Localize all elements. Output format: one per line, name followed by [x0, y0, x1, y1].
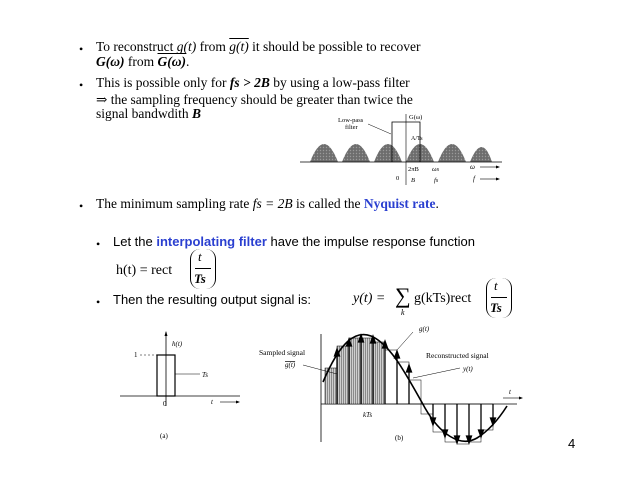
fig-a-label-zero: 0: [163, 400, 167, 408]
lowpass-label-1: Low-pass: [338, 117, 364, 124]
spectrum-bump: [374, 144, 402, 162]
tick-fs: fs: [434, 177, 439, 184]
h-frac-den: Ts: [194, 271, 206, 286]
tick-B: B: [411, 177, 415, 184]
gbar-omega-label: G(ω): [409, 114, 423, 121]
fig-a-vertical-arrowhead: [165, 331, 168, 336]
tick-2piB: 2πB: [408, 166, 419, 173]
y-frac-bar: [491, 297, 507, 298]
tick-omega-s: ωs: [432, 166, 440, 173]
fig-a-t-arrowhead: [236, 401, 240, 404]
axis-f: f: [473, 175, 475, 183]
y-frac-num: t: [494, 278, 498, 293]
reconstructed-signal-label: Reconstructed signal: [426, 351, 489, 360]
bullet-dot: •: [79, 199, 84, 213]
h-frac-num: t: [198, 249, 202, 264]
fig-b-kTs: kTs: [363, 411, 373, 419]
figure-b: [255, 322, 530, 452]
sample-arrowhead: [407, 365, 412, 372]
spectrum-bump: [470, 147, 492, 162]
sampled-signal-label: Sampled signal: [259, 348, 306, 357]
height-label: A/Ts: [411, 136, 423, 142]
sum-symbol: ∑: [395, 283, 411, 308]
fig-a-axis-t: t: [211, 398, 213, 406]
pulse-rect: [349, 338, 361, 404]
sample-arrowhead: [359, 335, 364, 342]
fig-b-axis-t: t: [509, 388, 511, 396]
h-frac-bar: [195, 268, 211, 269]
fig-a-label-h: h(t): [172, 340, 183, 348]
spectrum-figure: [292, 110, 512, 192]
bullet-2-line-2: ⇒ the sampling frequency should be greater than twice the: [96, 92, 413, 107]
fig-b-gt-pointer: [397, 332, 413, 350]
bullet-dot: •: [79, 42, 84, 56]
bullet-dot: •: [96, 237, 101, 251]
axis-omega: ω: [470, 163, 475, 171]
fig-a-caption: (a): [160, 432, 168, 440]
tick-zero: 0: [396, 175, 400, 182]
bullet-dot: •: [96, 295, 101, 309]
bullet-2-line-1: This is possible only for fs > 2B by using a low-pass filter: [96, 75, 410, 90]
reconstructed-signal-pointer: [413, 368, 460, 378]
h-equation: h(t) = rect: [116, 263, 173, 278]
spectrum-bump: [342, 144, 370, 162]
pulse-rect: [361, 338, 373, 404]
axis-f-arrowhead: [496, 178, 500, 181]
pulse-rect: [373, 342, 385, 404]
spectrum-bump: [438, 144, 466, 162]
bullet-2-line-3: signal bandwdith B: [96, 106, 202, 121]
lowpass-pointer: [368, 124, 391, 134]
bullet-3-line: The minimum sampling rate fs = 2B is called the Nyquist rate.: [96, 196, 439, 211]
y-equation-lhs: y(t) =: [353, 291, 386, 306]
bullet-1-line-2: G(ω) from G(ω).: [96, 54, 190, 69]
bullet-dot: •: [79, 78, 84, 92]
axis-omega-arrowhead: [496, 166, 500, 169]
page-number: 4: [568, 436, 576, 451]
bullet-1-line-1: To reconstruct g(t) from g(t) it should be possible to recover: [96, 39, 421, 54]
sum-subscript: k: [401, 308, 405, 317]
bullet-4-line: Let the interpolating filter have the impulse response function: [113, 234, 476, 249]
figure-a: [110, 322, 255, 452]
fig-a-label-Ts: Ts: [202, 371, 208, 379]
spectrum-bump: [310, 144, 338, 162]
lowpass-label-2: filter: [345, 124, 358, 131]
sampled-signal-symbol: g(t): [285, 361, 296, 369]
fig-a-label-one: 1: [134, 351, 138, 359]
reconstructed-signal-symbol: y(t): [463, 365, 473, 373]
fig-b-label-gt: g(t): [419, 325, 430, 333]
fig-b-caption: (b): [395, 434, 404, 442]
fig-b-t-arrowhead: [519, 397, 523, 400]
bullet-5-line: Then the resulting output signal is:: [113, 292, 312, 307]
y-frac-den: Ts: [490, 300, 502, 315]
y-equation-mid: g(kTs)rect: [414, 291, 472, 306]
